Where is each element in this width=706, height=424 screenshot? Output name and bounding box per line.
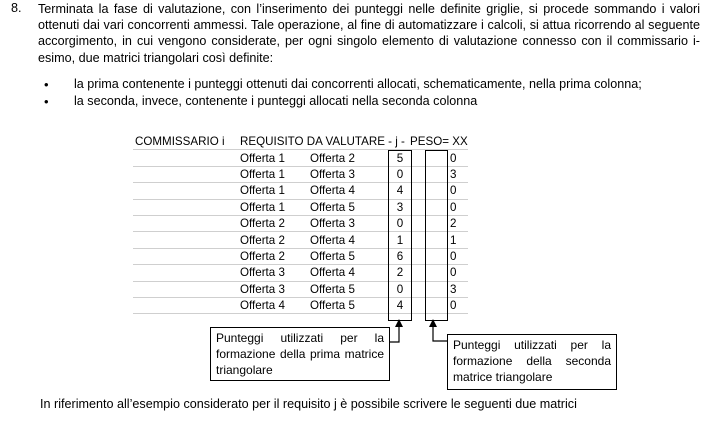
header-requisito-text: REQUISITO DA VALUTARE - j -	[240, 135, 405, 149]
table-row	[133, 183, 468, 199]
offer-second-cell: Offerta 4	[308, 183, 390, 199]
first-score-column-box	[388, 150, 412, 321]
score-second-cell: 0	[439, 199, 468, 215]
offer-first-cell: Offerta 2	[238, 215, 308, 231]
score-first-cell: 0	[390, 166, 410, 182]
table-row	[133, 232, 468, 248]
row-empty-cell	[133, 150, 238, 166]
arrow-second-connector	[433, 320, 447, 341]
offer-first-cell: Offerta 2	[238, 248, 308, 264]
offer-first-cell: Offerta 3	[238, 281, 308, 297]
table-row	[133, 281, 468, 297]
offer-first-cell: Offerta 1	[238, 183, 308, 199]
offer-first-cell: Offerta 1	[238, 166, 308, 182]
bullet-icon: •	[44, 77, 49, 92]
bullet-item-second	[38, 93, 700, 110]
score-second-cell: 0	[439, 248, 468, 264]
score-second-cell: 0	[439, 265, 468, 281]
score-first-cell: 0	[390, 215, 410, 231]
header-commissario: COMMISSARIO i	[133, 134, 238, 150]
row-empty-cell	[133, 199, 238, 215]
row-empty-cell	[133, 297, 238, 313]
offer-second-cell: Offerta 5	[308, 297, 390, 313]
score-second-cell: 0	[439, 150, 468, 166]
score-first-cell: 4	[390, 183, 410, 199]
scores-table	[133, 134, 468, 314]
note-second-matrix: Punteggi utilizzati per la formazione della seconda matrice triangolare	[447, 334, 617, 390]
bullet-text-first: la prima contenente i punteggi ottenuti dai concorrenti allocati, schematicamente, nella prima colonna;	[74, 77, 642, 91]
bullet-icon: •	[44, 94, 49, 109]
row-empty-cell	[133, 232, 238, 248]
note-first-matrix: Punteggi utilizzati per la formazione della prima matrice triangolare	[210, 327, 390, 381]
footer-sentence: In riferimento all’esempio considerato per il requisito j è possibile scrivere le seguenti due matrici	[40, 397, 577, 411]
header-peso: PESO= XX	[410, 135, 468, 149]
table-row	[133, 215, 468, 231]
header-requisito	[238, 134, 410, 150]
score-first-cell: 0	[390, 281, 410, 297]
table-row	[133, 297, 468, 313]
offer-first-cell: Offerta 3	[238, 265, 308, 281]
offer-second-cell: Offerta 2	[308, 150, 390, 166]
score-first-cell: 5	[390, 150, 410, 166]
score-first-cell: 4	[390, 297, 410, 313]
offer-first-cell: Offerta 1	[238, 199, 308, 215]
offer-second-cell: Offerta 5	[308, 199, 390, 215]
table-row	[133, 265, 468, 281]
row-empty-cell	[133, 265, 238, 281]
intro-paragraph: Terminata la fase di valutazione, con l’inserimento dei punteggi nelle definite griglie, si procede sommando i valori ottenuti dai vari concorrenti ammessi. Tale operazione, al fine di automatizzare i calcoli, si attua ricorrendo al seguente accorgimento, in cui vengono considerate, per ogni singolo elemento di valutazione connesso con il commissario i-esimo, due matrici triangolari così definite:	[38, 2, 700, 65]
offer-first-cell: Offerta 2	[238, 232, 308, 248]
row-empty-cell	[133, 248, 238, 264]
row-empty-cell	[133, 215, 238, 231]
row-empty-cell	[133, 281, 238, 297]
offer-second-cell: Offerta 4	[308, 232, 390, 248]
score-second-cell: 1	[439, 232, 468, 248]
offer-second-cell: Offerta 5	[308, 248, 390, 264]
score-second-cell: 0	[439, 297, 468, 313]
bullet-list	[38, 76, 700, 110]
table-row	[133, 248, 468, 264]
score-second-cell: 3	[439, 166, 468, 182]
score-second-cell: 0	[439, 183, 468, 199]
score-second-cell: 2	[439, 215, 468, 231]
score-first-cell: 1	[390, 232, 410, 248]
offer-first-cell: Offerta 1	[238, 150, 308, 166]
offer-second-cell: Offerta 5	[308, 281, 390, 297]
table-row	[133, 166, 468, 182]
second-score-column-box	[425, 150, 448, 321]
item-number: 8.	[11, 1, 22, 15]
offer-second-cell: Offerta 3	[308, 166, 390, 182]
bullet-item-first	[38, 76, 700, 93]
row-empty-cell	[133, 166, 238, 182]
offer-second-cell: Offerta 4	[308, 265, 390, 281]
table-header-row	[133, 134, 468, 150]
score-first-cell: 3	[390, 199, 410, 215]
table-row	[133, 199, 468, 215]
bullet-text-second: la seconda, invece, contenente i punteggi allocati nella seconda colonna	[74, 94, 478, 108]
offer-first-cell: Offerta 4	[238, 297, 308, 313]
row-empty-cell	[133, 183, 238, 199]
offer-second-cell: Offerta 3	[308, 215, 390, 231]
score-second-cell: 3	[439, 281, 468, 297]
score-first-cell: 6	[390, 248, 410, 264]
table-row	[133, 150, 468, 166]
score-first-cell: 2	[390, 265, 410, 281]
